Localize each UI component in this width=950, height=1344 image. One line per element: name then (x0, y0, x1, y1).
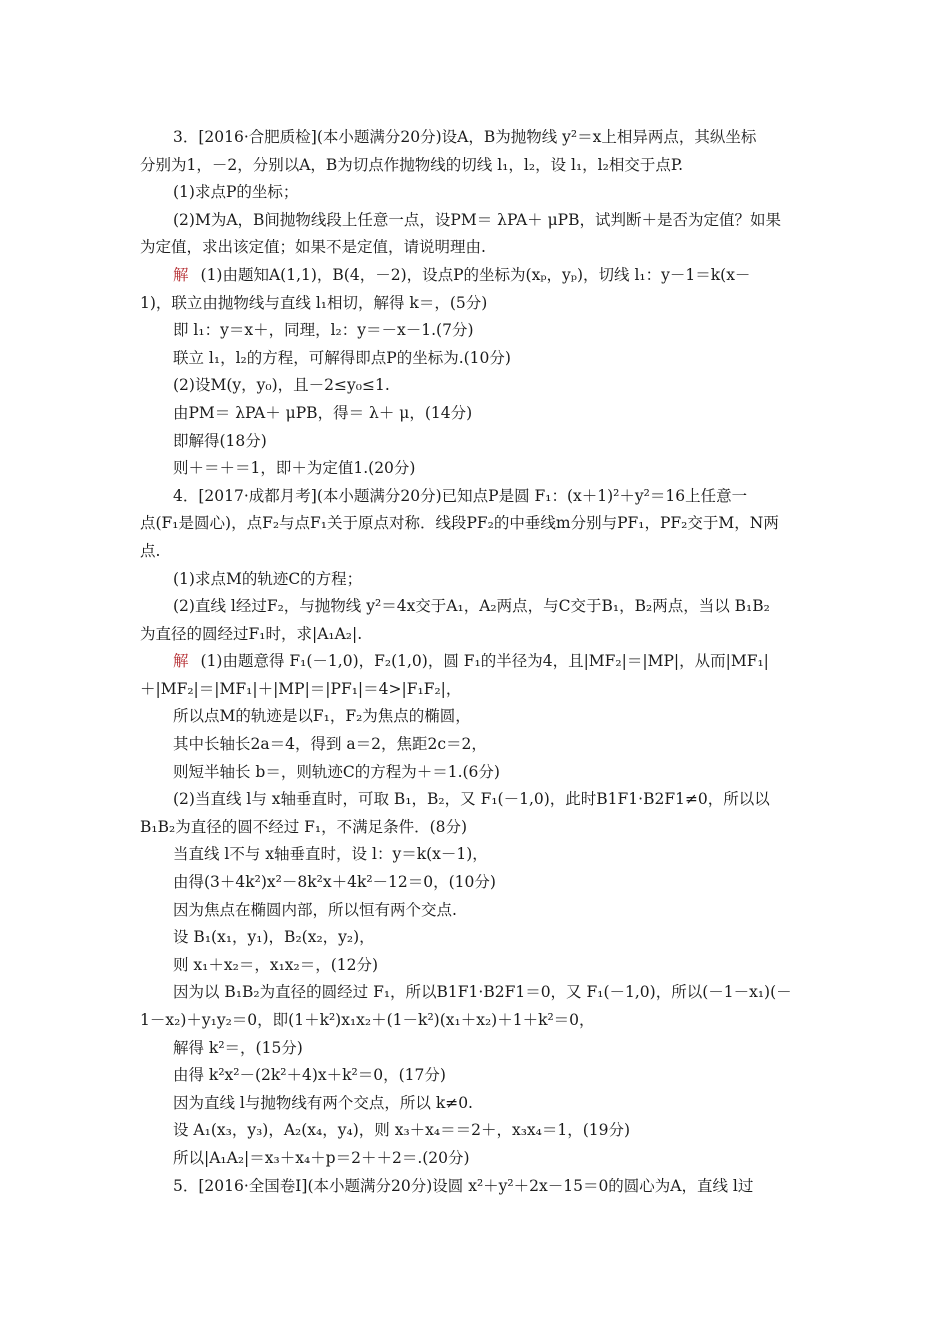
solution-line: 由PM＝ λPA＋ μPB，得＝ λ＋ μ，(14分) (173, 403, 473, 422)
problem4-line-1: 4．[2017·成都月考](本小题满分20分)已知点P是圆 F₁：(x＋1)²＋y²＝16上任意一 (173, 486, 748, 505)
solution-line: 则 x₁＋x₂＝，x₁x₂＝，(12分) (173, 955, 379, 974)
problem4-line-2: 点(F₁是圆心)，点F₂与点F₁关于原点对称．线段PF₂的中垂线m分别与PF₁，PF₂交于M，N两 (140, 514, 779, 533)
solution-line: 所以点M的轨迹是以F₁，F₂为焦点的椭圆， (173, 707, 471, 726)
solution-text: (1)由题意得 F₁(－1,0)，F₂(1,0)，圆 F₁的半径为4，且|MF₂|＝|MP|，从而|MF₁| (200, 652, 769, 671)
solution-line: 联立 l₁，l₂的方程，可解得即点P的坐标为.(10分) (173, 348, 511, 367)
problem4-part1: (1)求点M的轨迹C的方程； (173, 569, 363, 588)
solution-line: ＋|MF₂|＝|MF₁|＋|MP|＝|PF₁|＝4>|F₁F₂|， (140, 679, 462, 698)
problem3-solution-start (140, 262, 812, 290)
problem4-line-3: 点. (140, 541, 161, 560)
solution-line: 当直线 l不与 x轴垂直时，设 l：y＝k(x－1)， (173, 845, 488, 864)
problem5-line-1: 5．[2016·全国卷Ⅰ](本小题满分20分)设圆 x²＋y²＋2x－15＝0的圆心为A，直线 l过 (173, 1176, 754, 1195)
solution-mark: 解 (173, 265, 189, 284)
solution-line: (2)设M(y，y₀)，且－2≤y₀≤1. (173, 376, 390, 395)
solution-line: 因为直线 l与抛物线有两个交点，所以 k≠0. (173, 1093, 473, 1112)
solution-line: B₁B₂为直径的圆不经过 F₁，不满足条件．(8分) (140, 817, 468, 836)
solution-line: 其中长轴长2a＝4，得到 a＝2，焦距2c＝2， (173, 735, 487, 754)
problem3-line-1: 3．[2016·合肥质检](本小题满分20分)设A，B为抛物线 y²＝x上相异两点，其纵坐标 (173, 128, 757, 146)
solution-line: 解得 k²＝，(15分) (173, 1038, 303, 1057)
solution-line: (2)当直线 l与 x轴垂直时，可取 B₁，B₂，又 F₁(－1,0)，此时B1F1·B2F1≠0，所以以 (173, 790, 770, 809)
solution-line: 1－x₂)＋y₁y₂＝0，即(1＋k²)x₁x₂＋(1－k²)(x₁＋x₂)＋1＋k²＝0， (140, 1011, 595, 1029)
problem3-line-2: 分别为1，－2，分别以A，B为切点作抛物线的切线 l₁，l₂，设 l₁，l₂相交于点P. (140, 155, 684, 174)
solution-mark: 解 (173, 652, 189, 671)
document-body (140, 124, 812, 1200)
problem4-part2: (2)直线 l经过F₂，与抛物线 y²＝4x交于A₁，A₂两点，与C交于B₁，B₂两点，当以 B₁B₂ (173, 597, 770, 616)
solution-text: (1)由题知A(1,1)，B(4，－2)，设点P的坐标为(xₚ，yₚ)，切线 l₁：y－1＝k(x－ (200, 265, 751, 284)
problem4-part2-cont: 为直径的圆经过F₁时，求|A₁A₂|. (140, 624, 363, 643)
solution-line: 设 A₁(x₃，y₃)，A₂(x₄，y₄)，则 x₃＋x₄＝＝2＋，x₃x₄＝1，(19分) (173, 1121, 631, 1140)
solution-line: 由得(3＋4k²)x²－8k²x＋4k²－12＝0，(10分) (173, 873, 496, 892)
solution-line: 设 B₁(x₁，y₁)，B₂(x₂，y₂)， (173, 928, 375, 947)
solution-line: 1)，联立由抛物线与直线 l₁相切，解得 k＝，(5分) (140, 293, 488, 312)
problem4-solution-start (140, 648, 812, 676)
solution-line: 即解得(18分) (173, 431, 267, 450)
solution-line: 因为焦点在椭圆内部，所以恒有两个交点. (173, 900, 457, 919)
solution-line: 由得 k²x²－(2k²＋4)x＋k²＝0，(17分) (173, 1066, 446, 1085)
solution-line: 因为以 B₁B₂为直径的圆经过 F₁，所以B1F1·B2F1＝0，又 F₁(－1,0)，所以(－1－x₁)(－ (173, 983, 792, 1002)
solution-line: 所以|A₁A₂|＝x₃＋x₄＋p＝2＋＋2＝.(20分) (173, 1148, 470, 1167)
solution-line: 则短半轴长 b＝，则轨迹C的方程为＋＝1.(6分) (173, 762, 500, 781)
problem3-part2: (2)M为A，B间抛物线段上任意一点，设PM＝ λPA＋ μPB，试判断＋是否为定值？如果 (173, 210, 781, 229)
solution-line: 即 l₁：y＝x＋，同理，l₂：y＝－x－1.(7分) (173, 321, 474, 340)
problem3-part1: (1)求点P的坐标； (173, 183, 299, 202)
solution-line: 则＋＝＋＝1，即＋为定值1.(20分) (173, 459, 416, 478)
problem3-part2-cont: 为定值，求出该定值；如果不是定值，请说明理由. (140, 238, 486, 257)
